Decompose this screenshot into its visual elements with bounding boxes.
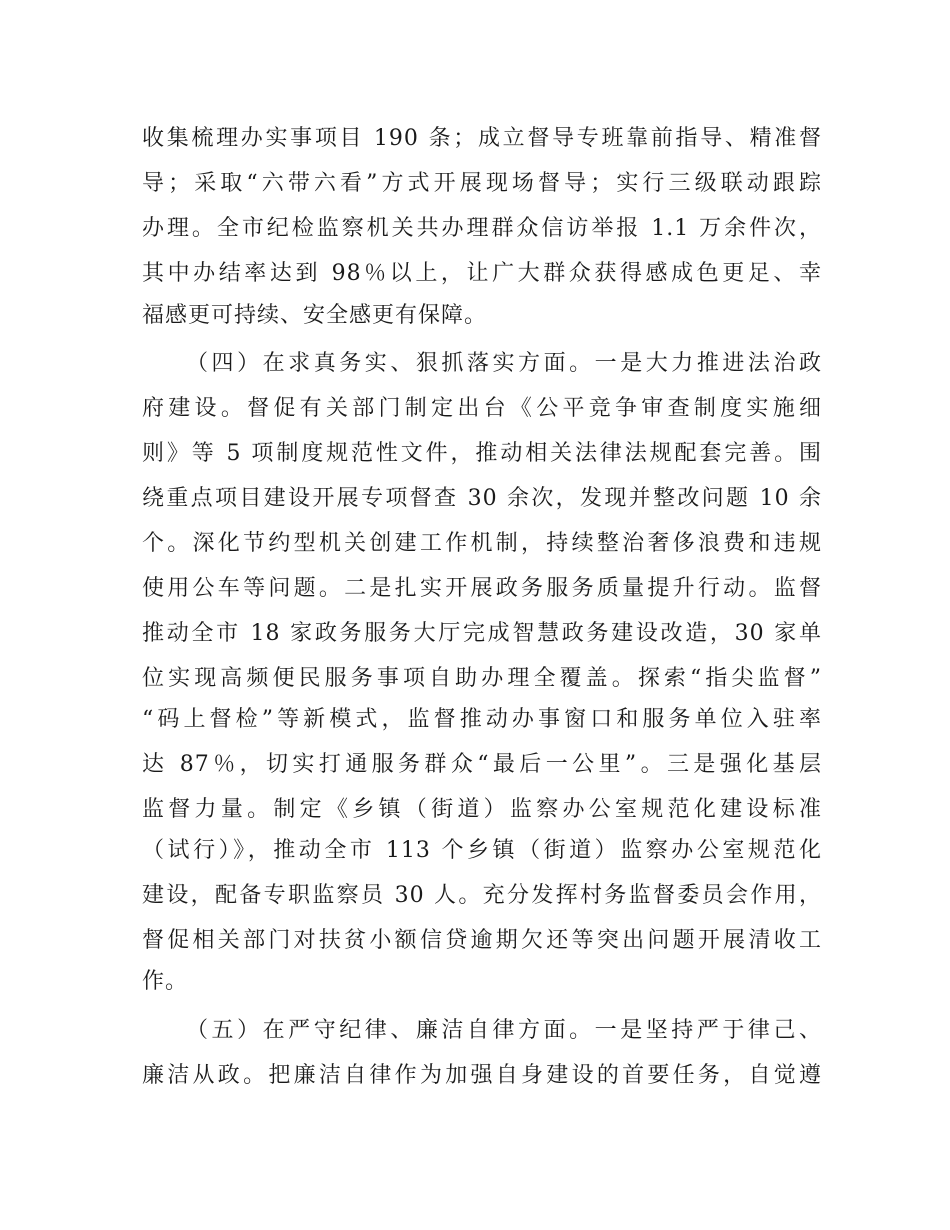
text-line: 则》等 5 项制度规范性文件，推动相关法律法规配套完善。围: [142, 441, 822, 466]
text-line: 推动全市 18 家政务服务大厅完成智慧政务建设改造，30 家单: [142, 621, 822, 646]
text-line: 廉洁从政。把廉洁自律作为加强自身建设的首要任务，自觉遵: [142, 1063, 822, 1088]
text-line: 达 87％，切实打通服务群众“最后一公里”。三是强化基层: [142, 752, 822, 777]
text-line: 督促相关部门对扶贫小额信贷逾期欠还等突出问题开展清收工: [142, 928, 822, 953]
text-line: 绕重点项目建设开展专项督查 30 余次，发现并整改问题 10 余: [142, 486, 822, 511]
text-line: 其中办结率达到 98％以上，让广大群众获得感成色更足、幸: [142, 261, 822, 286]
text-line: 使用公车等问题。二是扎实开展政务服务质量提升行动。监督: [142, 576, 822, 601]
text-line: 收集梳理办实事项目 190 条；成立督导专班靠前指导、精准督: [142, 126, 822, 151]
paragraph-heading-line: （五）在严守纪律、廉洁自律方面。一是坚持严于律己、: [186, 1018, 822, 1043]
text-line: “码上督检”等新模式，监督推动办事窗口和服务单位入驻率: [142, 707, 822, 732]
paragraph-heading-line: （四）在求真务实、狠抓落实方面。一是大力推进法治政: [186, 351, 822, 376]
text-line: 作。: [142, 969, 189, 994]
text-line: 建设，配备专职监察员 30 人。充分发挥村务监督委员会作用，: [142, 883, 822, 908]
text-line: 监督力量。制定《乡镇（街道）监察办公室规范化建设标准: [142, 797, 822, 822]
text-line: 导；采取“六带六看”方式开展现场督导；实行三级联动跟踪: [142, 171, 822, 196]
text-line: 位实现高频便民服务事项自助办理全覆盖。探索“指尖监督”: [142, 666, 822, 691]
text-line: 办理。全市纪检监察机关共办理群众信访举报 1.1 万余件次，: [142, 216, 822, 241]
text-line: 府建设。督促有关部门制定出台《公平竞争审查制度实施细: [142, 396, 822, 421]
text-line: 个。深化节约型机关创建工作机制，持续整治奢侈浪费和违规: [142, 531, 822, 556]
text-line: 福感更可持续、安全感更有保障。: [142, 303, 488, 328]
text-line: （试行）》，推动全市 113 个乡镇（街道）监察办公室规范化: [142, 838, 822, 863]
